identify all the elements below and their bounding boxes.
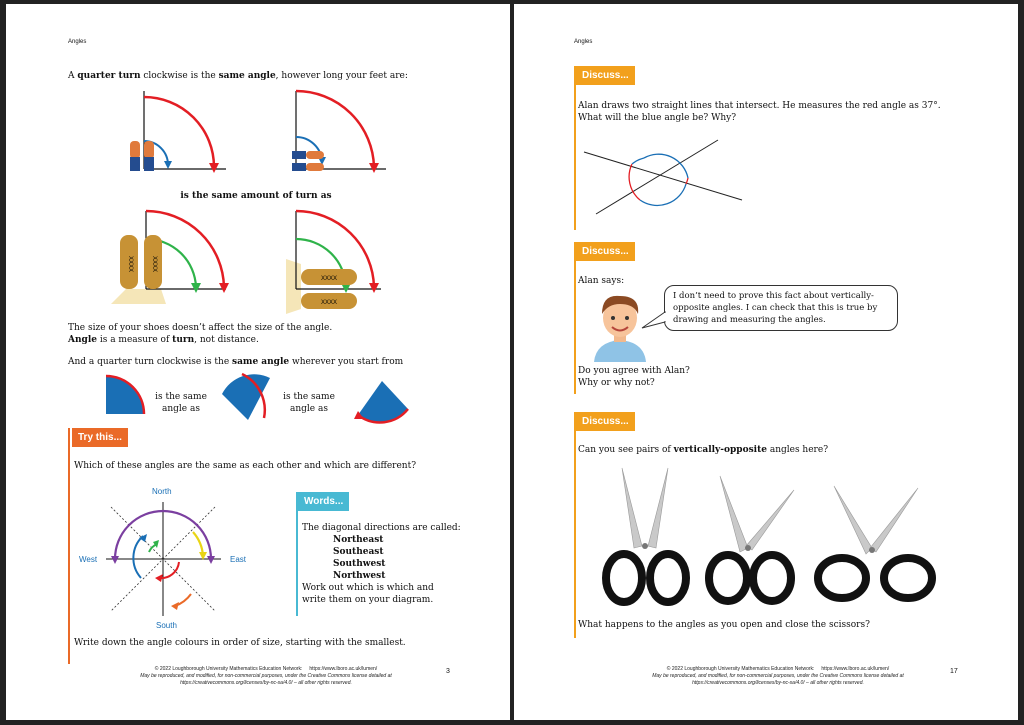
start-anywhere-text: And a quarter turn clockwise is the same angle wherever you start from: [68, 357, 404, 367]
speech-bubble-tail: [640, 310, 668, 330]
shoe-label: XXXX: [127, 255, 133, 273]
scissors-closed-image: [602, 466, 692, 608]
scissors-open-image: [814, 482, 939, 608]
discuss3-question: Can you see pairs of vertically-opposite angles here?: [578, 445, 829, 455]
discuss2-q1: Do you agree with Alan?: [578, 366, 690, 376]
words-intro: The diagonal directions are called:: [302, 523, 461, 533]
same-turn-caption: is the same amount of turn as: [180, 191, 332, 201]
discuss1-line2: What will the blue angle be? Why?: [578, 113, 737, 123]
shoe-size-text: The size of your shoes doesn’t affect the size of the angle.: [68, 323, 333, 333]
footer-url: https://www.lboro.ac.uk/lumen/: [309, 666, 378, 672]
same-angle-caption-1: is the same angle as: [155, 392, 207, 414]
footer-url: https://www.lboro.ac.uk/lumen/: [821, 666, 890, 672]
shoe-label: XXXX: [320, 300, 338, 306]
compass-south-label: South: [156, 621, 177, 630]
discuss-bar: [574, 66, 576, 230]
big-shoes-rotated-quarter-turn-figure: [281, 209, 411, 319]
discuss1-line1: Alan draws two straight lines that intersect. He measures the red angle as 37°.: [578, 101, 941, 111]
compass-east-label: East: [230, 555, 247, 564]
scissors-half-open-image: [702, 474, 802, 608]
discuss-tag: Discuss...: [576, 412, 635, 431]
list-item: Northeast: [333, 535, 384, 545]
discuss-bar: [574, 242, 576, 394]
speech-bubble: I don’t need to prove this fact about vertically- opposite angles. I can check that this is true by drawing and measuring the angles.: [664, 285, 898, 331]
page-header: Angles: [574, 39, 593, 45]
small-feet-rotated-quarter-turn-figure: [286, 89, 406, 184]
footer: © 2022 Loughborough University Mathematics Education Network: https://www.lboro.ac.uk/lumen/ May be reproduced, and modified, for non-commercial purposes, under the Creative Commons license detailed at https://creativecommons.org/licenses/by-nc-sa/4.0/ – all other rights reserved.: [652, 666, 904, 686]
small-feet-quarter-turn-figure: [116, 89, 236, 184]
words-tag: Words...: [298, 492, 349, 511]
compass-north-label: North: [152, 487, 172, 496]
shoe-label: XXXX: [151, 255, 157, 273]
discuss2-q2: Why or why not?: [578, 378, 655, 388]
diagonal-directions-list: [333, 534, 385, 582]
page-number: 17: [950, 668, 958, 675]
try-this-bar: [68, 428, 70, 664]
list-item: Southwest: [333, 559, 386, 569]
intersecting-lines-figure: [580, 134, 750, 219]
list-item: Southeast: [333, 547, 384, 557]
quarter-sector-3: [354, 379, 414, 424]
discuss-tag: Discuss...: [576, 66, 635, 85]
words-instruction: Work out which is which and write them on your diagram.: [302, 583, 434, 605]
compass-west-label: West: [79, 555, 98, 564]
write-down-instruction: Write down the angle colours in order of size, starting with the smallest.: [74, 638, 406, 648]
left-page: [6, 4, 510, 720]
intro-text: A quarter turn clockwise is the same angle, however long your feet are:: [68, 71, 408, 81]
shoe-label: XXXX: [320, 276, 338, 282]
same-angle-caption-2: is the same angle as: [283, 392, 335, 414]
right-page: [514, 4, 1018, 720]
angle-measure-text: Angle is a measure of turn, not distance.: [68, 335, 259, 345]
compass-diagram: [101, 494, 246, 624]
footer: © 2022 Loughborough University Mathematics Education Network: https://www.lboro.ac.uk/lumen/ May be reproduced, and modified, for non-commercial purposes, under the Creative Commons license detailed at https://creativecommons.org/licenses/by-nc-sa/4.0/ – all other rights reserved.: [140, 666, 392, 686]
try-this-question: Which of these angles are the same as each other and which are different?: [74, 461, 417, 471]
big-shoes-quarter-turn-figure: [106, 209, 236, 309]
scissors-question: What happens to the angles as you open and close the scissors?: [578, 620, 870, 630]
alan-says: Alan says:: [578, 276, 625, 286]
list-item: Northwest: [333, 571, 386, 581]
try-this-tag: Try this...: [72, 428, 128, 447]
discuss-tag: Discuss...: [576, 242, 635, 261]
discuss-bar: [574, 412, 576, 638]
quarter-sector-2: [218, 372, 273, 427]
page-number: 3: [446, 668, 450, 675]
page-header: Angles: [68, 39, 87, 45]
